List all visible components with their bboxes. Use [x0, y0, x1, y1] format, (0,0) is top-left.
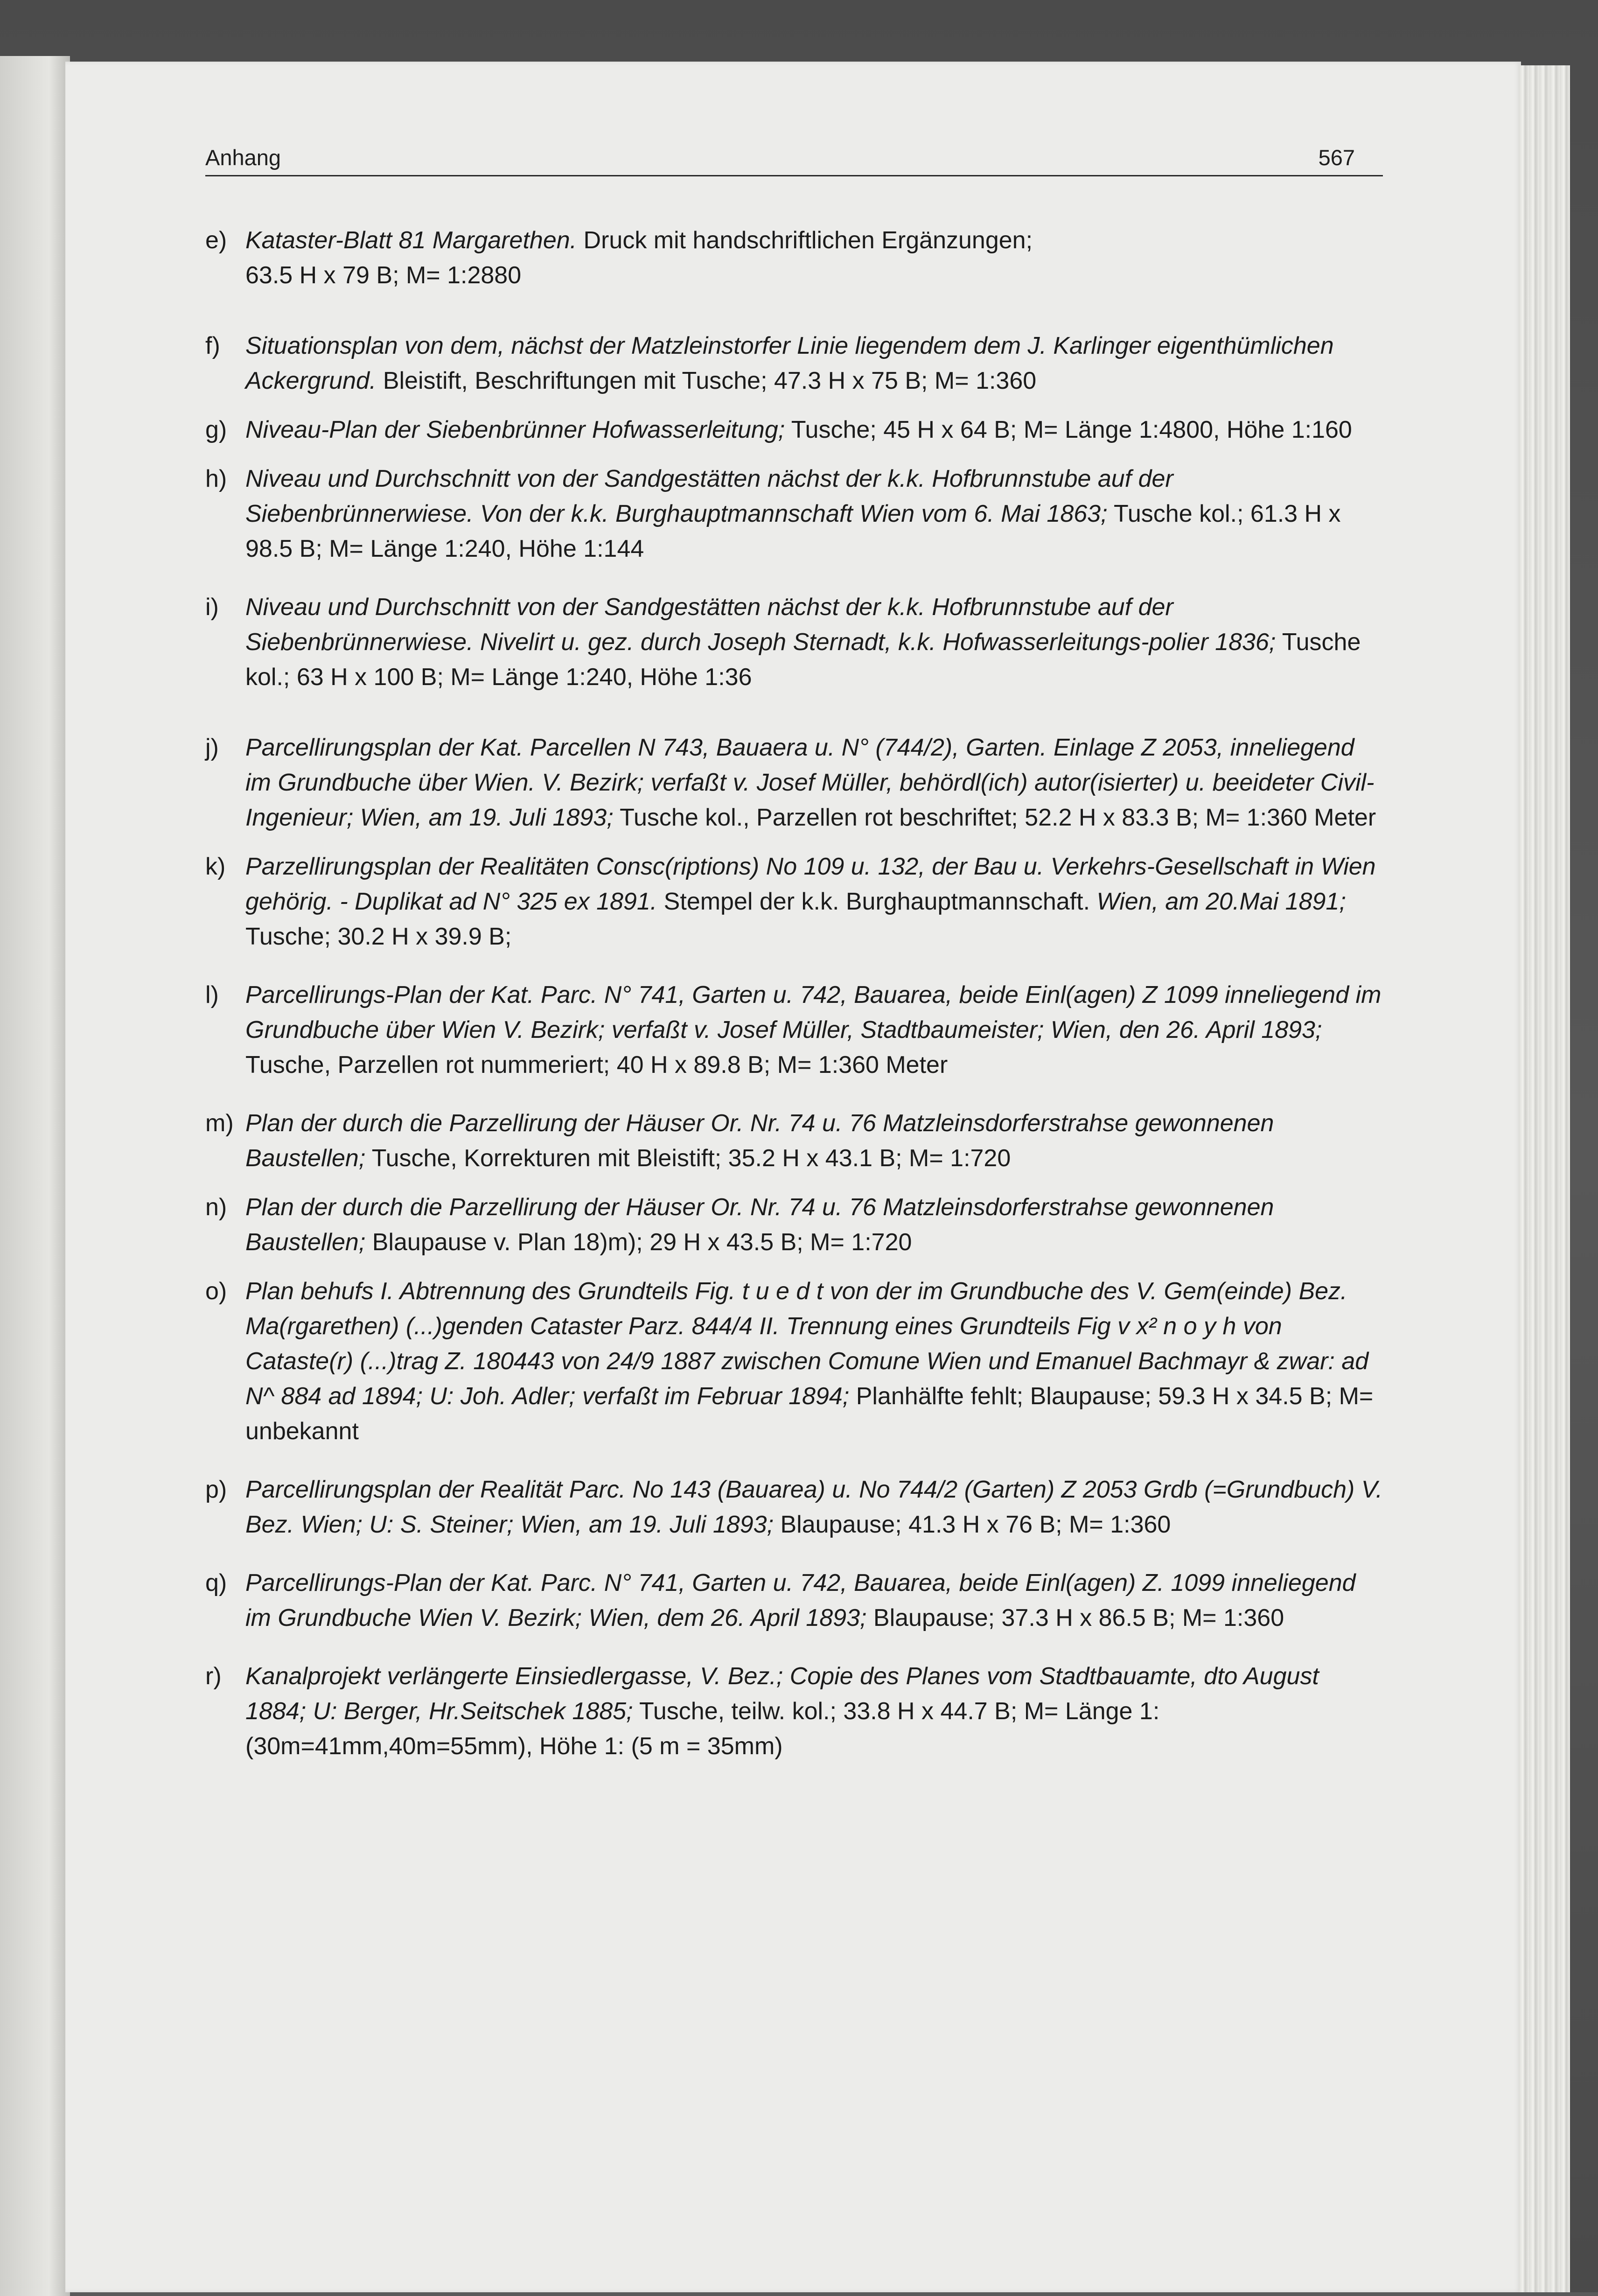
entry-details: Tusche, Parzellen rot nummeriert; 40 H x 89.8 B; M= 1:360 Meter [245, 1051, 948, 1078]
running-head-title: Anhang [205, 145, 281, 170]
entry-title: Parzellirungsplan der Realitäten Consc(riptions) No 109 u. 132, der Bau u. Verkehrs-Gesellschaft in Wien gehörig. - Duplikat ad N° 325 ex 1891. [245, 853, 1376, 915]
entry-details: Stempel der k.k. Burghauptmannschaft. [657, 888, 1097, 915]
list-item [205, 413, 1386, 448]
page-number: 567 [1318, 145, 1355, 170]
entry-label: f) [205, 332, 220, 359]
facing-page-edge [0, 56, 70, 2296]
entry-details: Blaupause v. Plan 18)m); 29 H x 43.5 B; M= 1:720 [365, 1229, 912, 1256]
entry-title: Parcellirungsplan der Realität Parc. No 143 (Bauarea) u. No 744/2 (Garten) Z 2053 Grdb (=Grundbuch) V. Bez. Wien; U: S. Steiner; Wien, am 19. Juli 1893; [245, 1476, 1383, 1538]
entry-details-line2: 63.5 H x 79 B; M= 1:2880 [245, 262, 522, 289]
entry-label: j) [205, 734, 219, 761]
entry-title: Parcellirungsplan der Kat. Parcellen N 743, Bauaera u. N° (744/2), Garten. Einlage Z 2053, inneliegend im Grundbuche über Wien. V. Bezirk; verfaßt v. Josef Müller, behördl(ich) autor(isierter) u. beeideter Civil-Ingenieur; Wien, am 19. Juli 1893; [245, 734, 1375, 831]
list-item [205, 462, 1386, 567]
list-item [205, 1566, 1386, 1636]
entry-date: Wien, am 20.Mai 1891; [1096, 888, 1346, 915]
list-item [205, 730, 1386, 835]
entry-label: o) [205, 1278, 227, 1305]
entry-title: Situationsplan von dem, nächst der Matzleinstorfer Linie liegendem dem J. Karlinger eigenthümlichen Ackergrund. [245, 332, 1334, 394]
page-block-edges [1519, 65, 1570, 2292]
entry-label: i) [205, 594, 219, 621]
entry-title: Plan der durch die Parzellirung der Häuser Or. Nr. 74 u. 76 Matzleinsdorferstrahse gewonnenen Baustellen; [245, 1194, 1274, 1256]
entry-label: h) [205, 465, 227, 492]
entry-label: q) [205, 1569, 227, 1596]
running-head [205, 142, 1383, 176]
entry-label: e) [205, 227, 227, 254]
entry-label: l) [205, 981, 219, 1008]
entry-title: Niveau und Durchschnitt von der Sandgestätten nächst der k.k. Hofbrunnstube auf der Siebenbrünnerwiese. Nivelirt u. gez. durch Joseph Sternadt, k.k. Hofwasserleitungs-polier 1836; [245, 594, 1276, 656]
entry-label: r) [205, 1663, 222, 1690]
entry-title: Plan der durch die Parzellirung der Häuser Or. Nr. 74 u. 76 Matzleinsdorferstrahse gewonnenen Baustellen; [245, 1110, 1274, 1172]
entry-title: Niveau-Plan der Siebenbrünner Hofwasserleitung; [245, 416, 785, 443]
entry-title: Kanalprojekt verlängerte Einsiedlergasse, V. Bez.; Copie des Planes vom Stadtbauamte, dto August 1884; U: Berger, Hr.Seitschek 1885; [245, 1663, 1319, 1725]
entry-details: Druck mit handschriftlichen Ergänzungen; [577, 227, 1033, 254]
entry-title: Niveau und Durchschnitt von der Sandgestätten nächst der k.k. Hofbrunnstube auf der Siebenbrünnerwiese. Von der k.k. Burghauptmannschaft Wien vom 6. Mai 1863; [245, 465, 1173, 527]
list-item [205, 329, 1386, 399]
entry-details: Tusche; 45 H x 64 B; M= Länge 1:4800, Höhe 1:160 [785, 416, 1352, 443]
list-item [205, 1274, 1386, 1449]
entry-label: m) [205, 1110, 234, 1137]
entry-details: Tusche, teilw. kol.; 33.8 H x 44.7 B; M= Länge 1: (30m=41mm,40m=55mm), Höhe 1: (5 m = 35mm) [245, 1698, 1160, 1760]
entry-details: Tusche kol.; 63 H x 100 B; M= Länge 1:240, Höhe 1:36 [245, 629, 1361, 691]
entry-label: k) [205, 853, 226, 880]
list-item [205, 1659, 1386, 1764]
entry-details: Tusche kol., Parzellen rot beschriftet; 52.2 H x 83.3 B; M= 1:360 Meter [613, 804, 1376, 831]
list-item [205, 849, 1386, 954]
entry-label: g) [205, 416, 227, 443]
entry-title: Parcellirungs-Plan der Kat. Parc. N° 741, Garten u. 742, Bauarea, beide Einl(agen) Z. 1099 inneliegend im Grundbuche Wien V. Bezirk; Wien, dem 26. April 1893; [245, 1569, 1356, 1631]
entry-details: Bleistift, Beschriftungen mit Tusche; 47.3 H x 75 B; M= 1:360 [376, 367, 1037, 394]
entry-details: Blaupause; 41.3 H x 76 B; M= 1:360 [774, 1511, 1171, 1538]
list-item [205, 978, 1386, 1083]
entry-details: Planhälfte fehlt; Blaupause; 59.3 H x 34.5 B; M= unbekannt [245, 1383, 1374, 1445]
entry-details-tail: Tusche; 30.2 H x 39.9 B; [245, 923, 512, 950]
list-item [205, 223, 1386, 293]
entry-title: Plan behufs I. Abtrennung des Grundteils Fig. t u e d t von der im Grundbuche des V. Gem(einde) Bez. Ma(rgarethen) (...)genden Cataster Parz. 844/4 II. Trennung eines Grundteils Fig v x² n o y h von Cataste(r) (...)trag Z. 180443 von 24/9 1887 zwischen Comune Wien und Emanuel Bachmayr & zwar: ad N^ 884 ad 1894; U: Joh. Adler; verfaßt im Februar 1894; [245, 1278, 1369, 1410]
list-item [205, 1190, 1386, 1260]
entry-list [205, 223, 1386, 1764]
entry-title: Parcellirungs-Plan der Kat. Parc. N° 741, Garten u. 742, Bauarea, beide Einl(agen) Z 1099 inneliegend im Grundbuche über Wien V. Bezirk; verfaßt v. Josef Müller, Stadtbaumeister; Wien, den 26. April 1893; [245, 981, 1382, 1043]
list-item [205, 1106, 1386, 1176]
entry-details: Blaupause; 37.3 H x 86.5 B; M= 1:360 [866, 1604, 1284, 1631]
entry-details: Tusche, Korrekturen mit Bleistift; 35.2 H x 43.1 B; M= 1:720 [365, 1145, 1011, 1172]
list-item [205, 590, 1386, 695]
entry-label: p) [205, 1476, 227, 1503]
entry-title: Kataster-Blatt 81 Margarethen. [245, 227, 577, 254]
entry-label: n) [205, 1194, 227, 1221]
entry-details: Tusche kol.; 61.3 H x 98.5 B; M= Länge 1:240, Höhe 1:144 [245, 500, 1341, 562]
list-item [205, 1472, 1386, 1542]
